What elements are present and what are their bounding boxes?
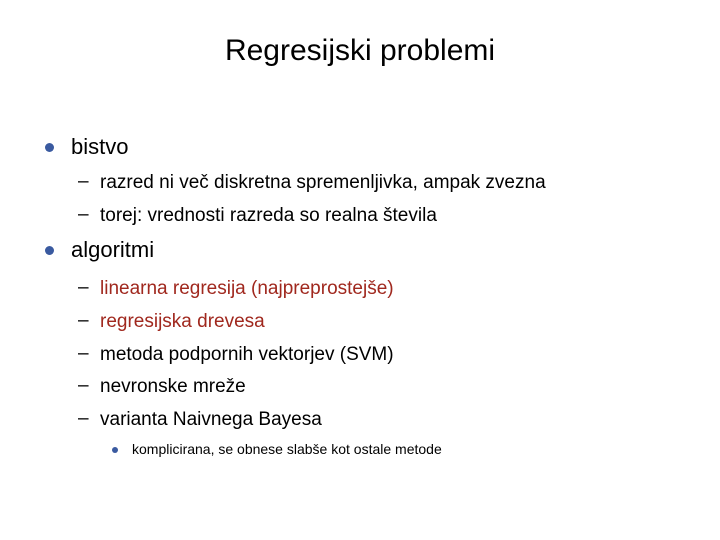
dash-icon: –	[78, 204, 89, 225]
sub-bullet-text: regresijska drevesa	[100, 311, 265, 332]
dash-icon: –	[78, 343, 89, 364]
bullet-dot-icon	[112, 447, 118, 453]
sub-bullet-text: nevronske mreže	[100, 376, 246, 397]
sub-sub-bullet-text: komplicirana, se obnese slabše kot ostale metode	[132, 441, 442, 457]
dash-icon: –	[78, 310, 89, 331]
bullet-dot-icon	[45, 143, 54, 152]
dash-icon: –	[78, 375, 89, 396]
dash-icon: –	[78, 408, 89, 429]
sub-bullet-text: metoda podpornih vektorjev (SVM)	[100, 344, 394, 365]
bullet-label: bistvo	[71, 134, 129, 159]
bullet-dot-icon	[45, 246, 54, 255]
sub-bullet-text: linearna regresija (najpreprostejše)	[100, 278, 394, 299]
sub-bullet-text: razred ni več diskretna spremenljivka, ampak zvezna	[100, 172, 546, 193]
slide-title: Regresijski problemi	[224, 34, 496, 67]
sub-bullet-text: torej: vrednosti razreda so realna števila	[100, 205, 437, 226]
dash-icon: –	[78, 277, 89, 298]
dash-icon: –	[78, 171, 89, 192]
sub-bullet-text: varianta Naivnega Bayesa	[100, 409, 322, 430]
bullet-label: algoritmi	[71, 237, 155, 262]
